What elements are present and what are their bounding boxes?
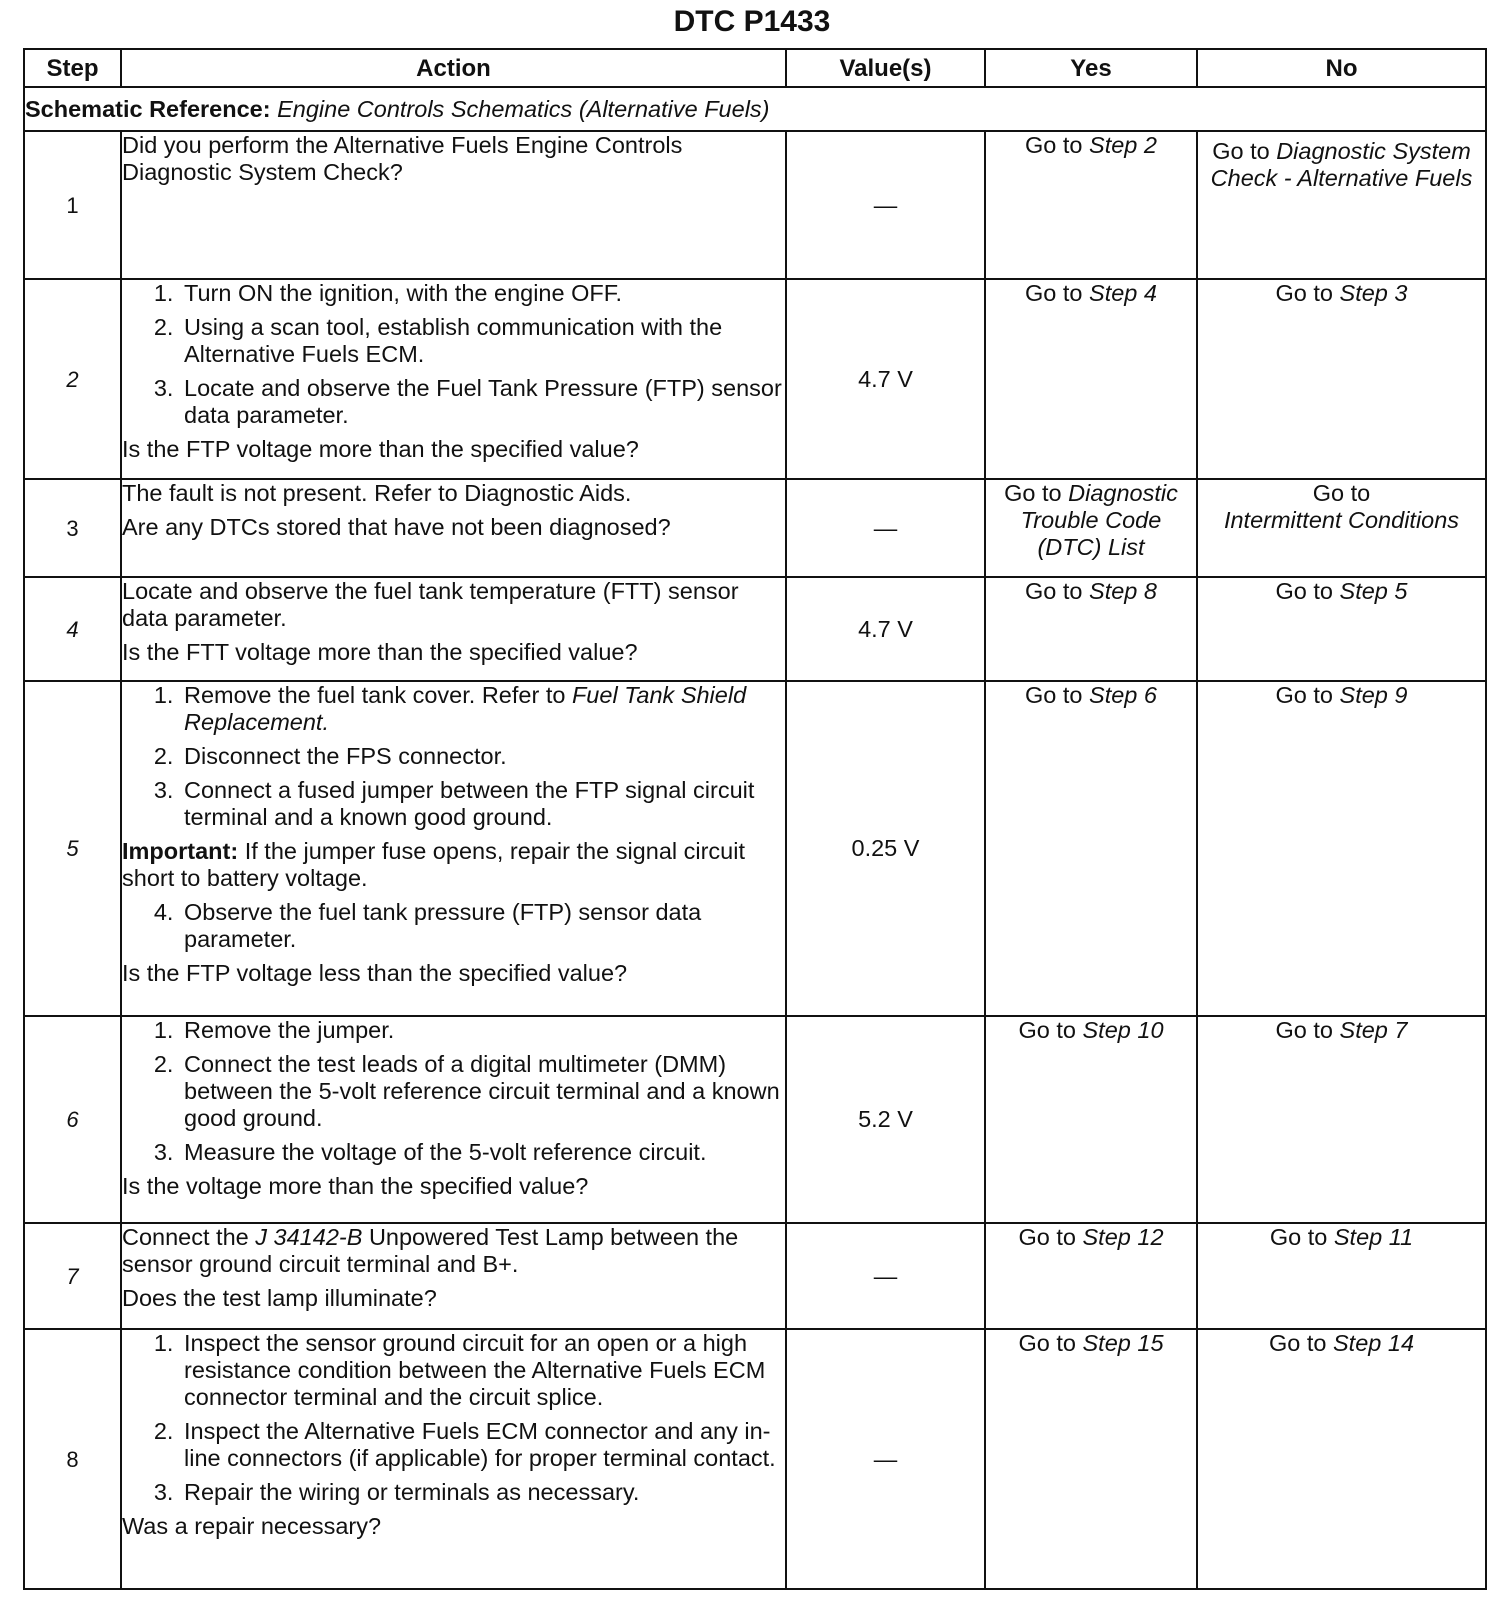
yes-link[interactable]: Step 15: [1082, 1330, 1164, 1356]
no-link[interactable]: Step 3: [1339, 280, 1408, 306]
diagnostic-table: [23, 48, 1487, 1590]
no-prefix: Go to: [1312, 480, 1371, 506]
yes-cell: [985, 479, 1197, 577]
yes-prefix: Go to: [1018, 1330, 1076, 1356]
yes-link[interactable]: Diagnostic Trouble Code (DTC) List: [1020, 480, 1178, 560]
action-item: 2. Disconnect the FPS connector.: [180, 743, 785, 770]
table-row: [24, 1329, 1486, 1589]
action-question: Are any DTCs stored that have not been diagnosed?: [122, 514, 671, 540]
table-row: [24, 577, 1486, 681]
value-cell: —: [786, 131, 985, 279]
page-title: DTC P1433: [673, 5, 831, 38]
header-step: Step: [24, 49, 121, 87]
no-prefix: Go to: [1275, 280, 1333, 306]
action-list: [122, 280, 785, 429]
action-item: 1. Remove the fuel tank cover. Refer to Fuel Tank Shield Replacement.: [180, 682, 785, 736]
no-prefix: Go to: [1268, 1330, 1327, 1356]
yes-cell: [985, 1016, 1197, 1223]
table-row: [24, 681, 1486, 1016]
action-cell: [121, 1329, 786, 1589]
action-list: [122, 1017, 785, 1166]
no-link[interactable]: Step 7: [1339, 1017, 1408, 1043]
step-number: 5: [24, 681, 121, 1016]
yes-prefix: Go to: [1018, 1224, 1076, 1250]
value-cell: 4.7 V: [786, 577, 985, 681]
action-question: Is the FTP voltage less than the specified value?: [122, 960, 628, 986]
yes-cell: [985, 577, 1197, 681]
header-values: Value(s): [786, 49, 985, 87]
value-cell: —: [786, 1223, 985, 1329]
action-item: 2. Inspect the Alternative Fuels ECM connector and any in-line connectors (if applicable) for proper terminal contact.: [180, 1418, 785, 1472]
no-link[interactable]: Step 9: [1339, 682, 1408, 708]
action-cell: [121, 131, 786, 279]
no-cell: [1197, 1016, 1486, 1223]
table-row: [24, 279, 1486, 479]
no-prefix: Go to: [1212, 138, 1270, 164]
action-cell: [121, 479, 786, 577]
yes-prefix: Go to: [1004, 480, 1062, 506]
schematic-reference: [24, 87, 1486, 131]
action-question: Is the voltage more than the specified value?: [122, 1173, 589, 1199]
schematic-link[interactable]: Engine Controls Schematics (Alternative Fuels): [277, 95, 770, 122]
action-cell: [121, 577, 786, 681]
action-question: Does the test lamp illuminate?: [122, 1285, 437, 1311]
action-item: 3. Measure the voltage of the 5-volt reference circuit.: [180, 1139, 785, 1166]
action-list: [122, 682, 785, 831]
header-action: Action: [121, 49, 786, 87]
action-question: Is the FTT voltage more than the specified value?: [122, 639, 638, 665]
action-text: Did you perform the Alternative Fuels Engine Controls Diagnostic System Check?: [122, 132, 683, 185]
action-item: 1. Remove the jumper.: [180, 1017, 785, 1044]
table-row: [24, 1016, 1486, 1223]
yes-prefix: Go to: [1025, 682, 1083, 708]
yes-cell: [985, 1329, 1197, 1589]
action-cell: [121, 1016, 786, 1223]
value-cell: 0.25 V: [786, 681, 985, 1016]
no-prefix: Go to: [1275, 682, 1333, 708]
yes-prefix: Go to: [1018, 1017, 1076, 1043]
table-row: [24, 131, 1486, 279]
schematic-row: [24, 87, 1486, 131]
action-cell: [121, 279, 786, 479]
yes-cell: [985, 1223, 1197, 1329]
action-item: 3. Connect a fused jumper between the FTP signal circuit terminal and a known good ground.: [180, 777, 785, 831]
action-cell: [121, 681, 786, 1016]
yes-prefix: Go to: [1025, 132, 1083, 158]
tool-link[interactable]: J 34142-B: [255, 1224, 363, 1250]
step-number: 1: [24, 131, 121, 279]
yes-cell: [985, 279, 1197, 479]
no-cell: [1197, 279, 1486, 479]
value-cell: 4.7 V: [786, 279, 985, 479]
action-item: 2. Connect the test leads of a digital multimeter (DMM) between the 5-volt reference circuit terminal and a known good ground.: [180, 1051, 785, 1132]
action-item: 4. Observe the fuel tank pressure (FTP) sensor data parameter.: [180, 899, 785, 953]
no-link[interactable]: Step 11: [1333, 1224, 1414, 1250]
no-cell: [1197, 681, 1486, 1016]
action-cell: [121, 1223, 786, 1329]
action-list: [122, 1330, 785, 1506]
no-prefix: Go to: [1275, 1017, 1333, 1043]
yes-link[interactable]: Step 12: [1082, 1224, 1164, 1250]
action-question: Is the FTP voltage more than the specified value?: [122, 436, 639, 462]
yes-cell: [985, 681, 1197, 1016]
no-link[interactable]: Diagnostic System Check - Alternative Fuels: [1210, 138, 1473, 191]
yes-link[interactable]: Step 2: [1089, 132, 1157, 158]
action-item: 1. Inspect the sensor ground circuit for an open or a high resistance condition between the Alternative Fuels ECM connector terminal and the circuit splice.: [180, 1330, 785, 1411]
no-link[interactable]: Step 14: [1333, 1330, 1415, 1356]
header-no: No: [1197, 49, 1486, 87]
important-note: [122, 838, 785, 892]
yes-cell: [985, 131, 1197, 279]
no-cell: [1197, 1223, 1486, 1329]
yes-link[interactable]: Step 6: [1089, 682, 1157, 708]
yes-link[interactable]: Step 4: [1089, 280, 1157, 306]
yes-link[interactable]: Step 8: [1089, 578, 1157, 604]
no-cell: [1197, 1329, 1486, 1589]
no-cell: [1197, 479, 1486, 577]
action-list: [122, 899, 785, 953]
action-item: 3. Locate and observe the Fuel Tank Pressure (FTP) sensor data parameter.: [180, 375, 785, 429]
step-number: 6: [24, 1016, 121, 1223]
yes-prefix: Go to: [1025, 280, 1083, 306]
no-cell: [1197, 577, 1486, 681]
no-link[interactable]: Intermittent Conditions: [1223, 507, 1460, 533]
value-cell: —: [786, 1329, 985, 1589]
no-prefix: Go to: [1275, 578, 1333, 604]
action-item: 3. Repair the wiring or terminals as necessary.: [180, 1479, 785, 1506]
step-number: 8: [24, 1329, 121, 1589]
action-item: 2. Using a scan tool, establish communication with the Alternative Fuels ECM.: [180, 314, 785, 368]
step-number: 7: [24, 1223, 121, 1329]
procedure-link[interactable]: Fuel Tank Shield Replacement.: [184, 682, 747, 735]
action-item: 1. Turn ON the ignition, with the engine OFF.: [180, 280, 785, 307]
no-cell: [1197, 131, 1486, 279]
header-yes: Yes: [985, 49, 1197, 87]
step-number: 2: [24, 279, 121, 479]
value-cell: —: [786, 479, 985, 577]
value-cell: 5.2 V: [786, 1016, 985, 1223]
action-text: Connect the J 34142-B Unpowered Test Lamp between the sensor ground circuit terminal and B+.: [122, 1224, 739, 1277]
yes-prefix: Go to: [1025, 578, 1083, 604]
step-number: 4: [24, 577, 121, 681]
table-row: [24, 479, 1486, 577]
action-text: Locate and observe the fuel tank temperature (FTT) sensor data parameter.: [122, 578, 739, 631]
important-label: Important:: [122, 838, 239, 864]
action-question: Was a repair necessary?: [122, 1513, 382, 1539]
schematic-label: Schematic Reference:: [25, 95, 271, 122]
no-link[interactable]: Step 5: [1339, 578, 1408, 604]
action-text: The fault is not present. Refer to Diagnostic Aids.: [122, 480, 632, 506]
table-row: [24, 1223, 1486, 1329]
important-text: If the jumper fuse opens, repair the signal circuit short to battery voltage.: [122, 838, 746, 891]
yes-link[interactable]: Step 10: [1082, 1017, 1164, 1043]
no-prefix: Go to: [1269, 1224, 1328, 1250]
step-number: 3: [24, 479, 121, 577]
header-row: [24, 49, 1486, 87]
